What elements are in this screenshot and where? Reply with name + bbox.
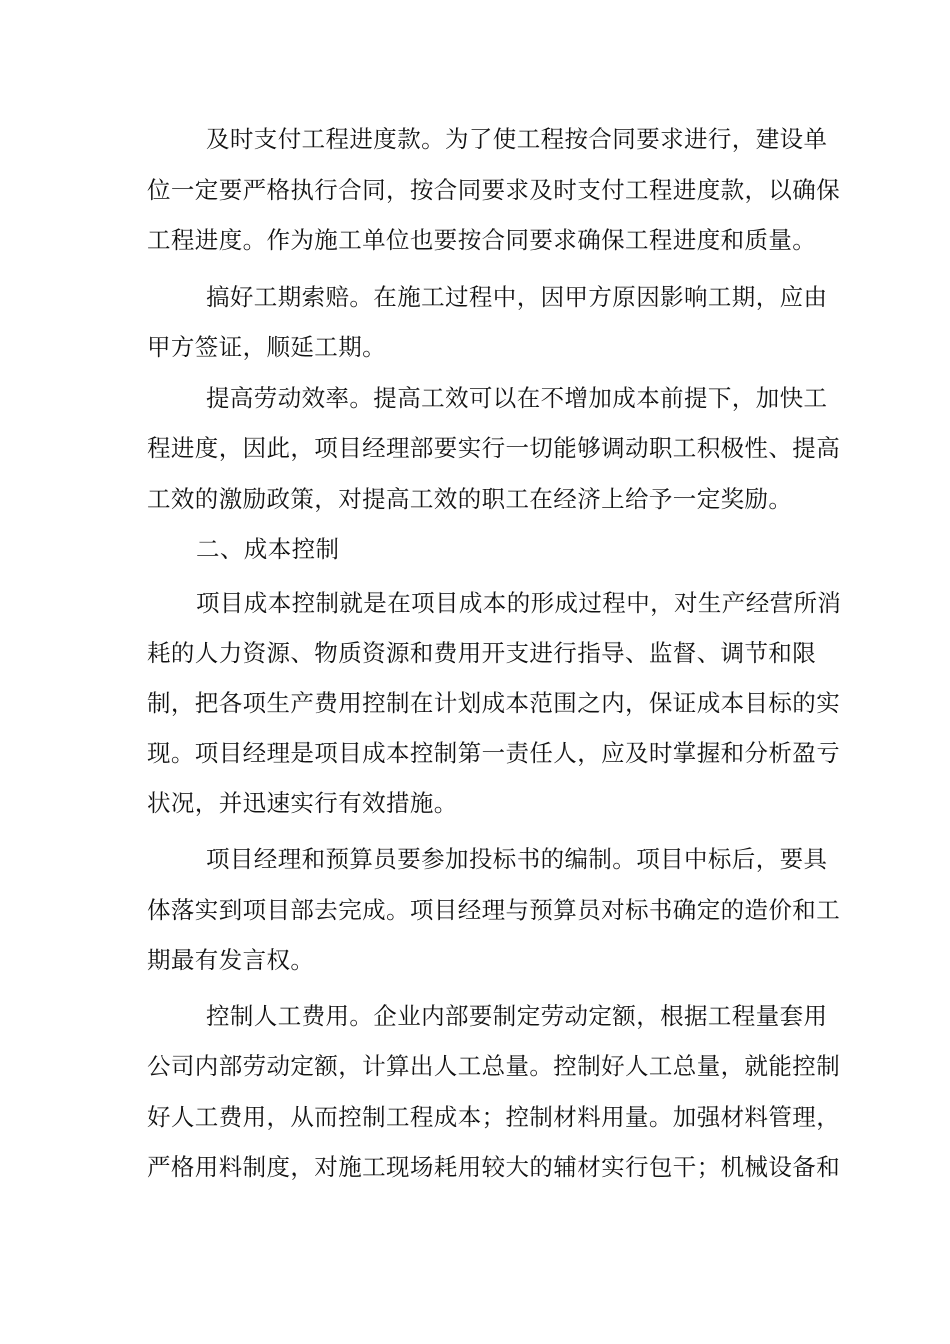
text-line: 好人工费用，从而控制工程成本；控制材料用量。加强材料管理， xyxy=(147,1103,841,1131)
text-line: 工效的激励政策，对提高工效的职工在经济上给予一定奖励。 xyxy=(147,485,793,513)
text-line: 程进度，因此，项目经理部要实行一切能够调动职工积极性、提高 xyxy=(147,434,841,462)
text-line: 制，把各项生产费用控制在计划成本范围之内，保证成本目标的实 xyxy=(147,689,841,717)
section-heading: 二、成本控制 xyxy=(196,535,340,563)
text-line: 现。项目经理是项目成本控制第一责任人，应及时掌握和分析盈亏 xyxy=(147,739,841,767)
text-line: 耗的人力资源、物质资源和费用开支进行指导、监督、调节和限 xyxy=(147,639,817,667)
text-line: 状况，并迅速实行有效措施。 xyxy=(147,789,458,817)
text-line: 严格用料制度，对施工现场耗用较大的辅材实行包干；机械设备和 xyxy=(147,1153,841,1181)
text-line: 项目经理和预算员要参加投标书的编制。项目中标后，要具 xyxy=(206,845,828,873)
text-line: 项目成本控制就是在项目成本的形成过程中，对生产经营所消 xyxy=(196,589,842,617)
text-line: 搞好工期索赔。在施工过程中，因甲方原因影响工期，应由 xyxy=(206,283,828,311)
text-line: 公司内部劳动定额，计算出人工总量。控制好人工总量，就能控制 xyxy=(147,1052,841,1080)
text-line: 及时支付工程进度款。为了使工程按合同要求进行，建设单 xyxy=(206,125,828,153)
text-line: 控制人工费用。企业内部要制定劳动定额，根据工程量套用 xyxy=(206,1002,828,1030)
text-line: 甲方签证，顺延工期。 xyxy=(147,333,386,361)
text-line: 体落实到项目部去完成。项目经理与预算员对标书确定的造价和工 xyxy=(147,896,841,924)
text-line: 提高劳动效率。提高工效可以在不增加成本前提下，加快工 xyxy=(206,384,828,412)
text-line: 工程进度。作为施工单位也要按合同要求确保工程进度和质量。 xyxy=(147,226,817,254)
text-line: 期最有发言权。 xyxy=(147,946,315,974)
text-line: 位一定要严格执行合同，按合同要求及时支付工程进度款，以确保 xyxy=(147,176,841,204)
